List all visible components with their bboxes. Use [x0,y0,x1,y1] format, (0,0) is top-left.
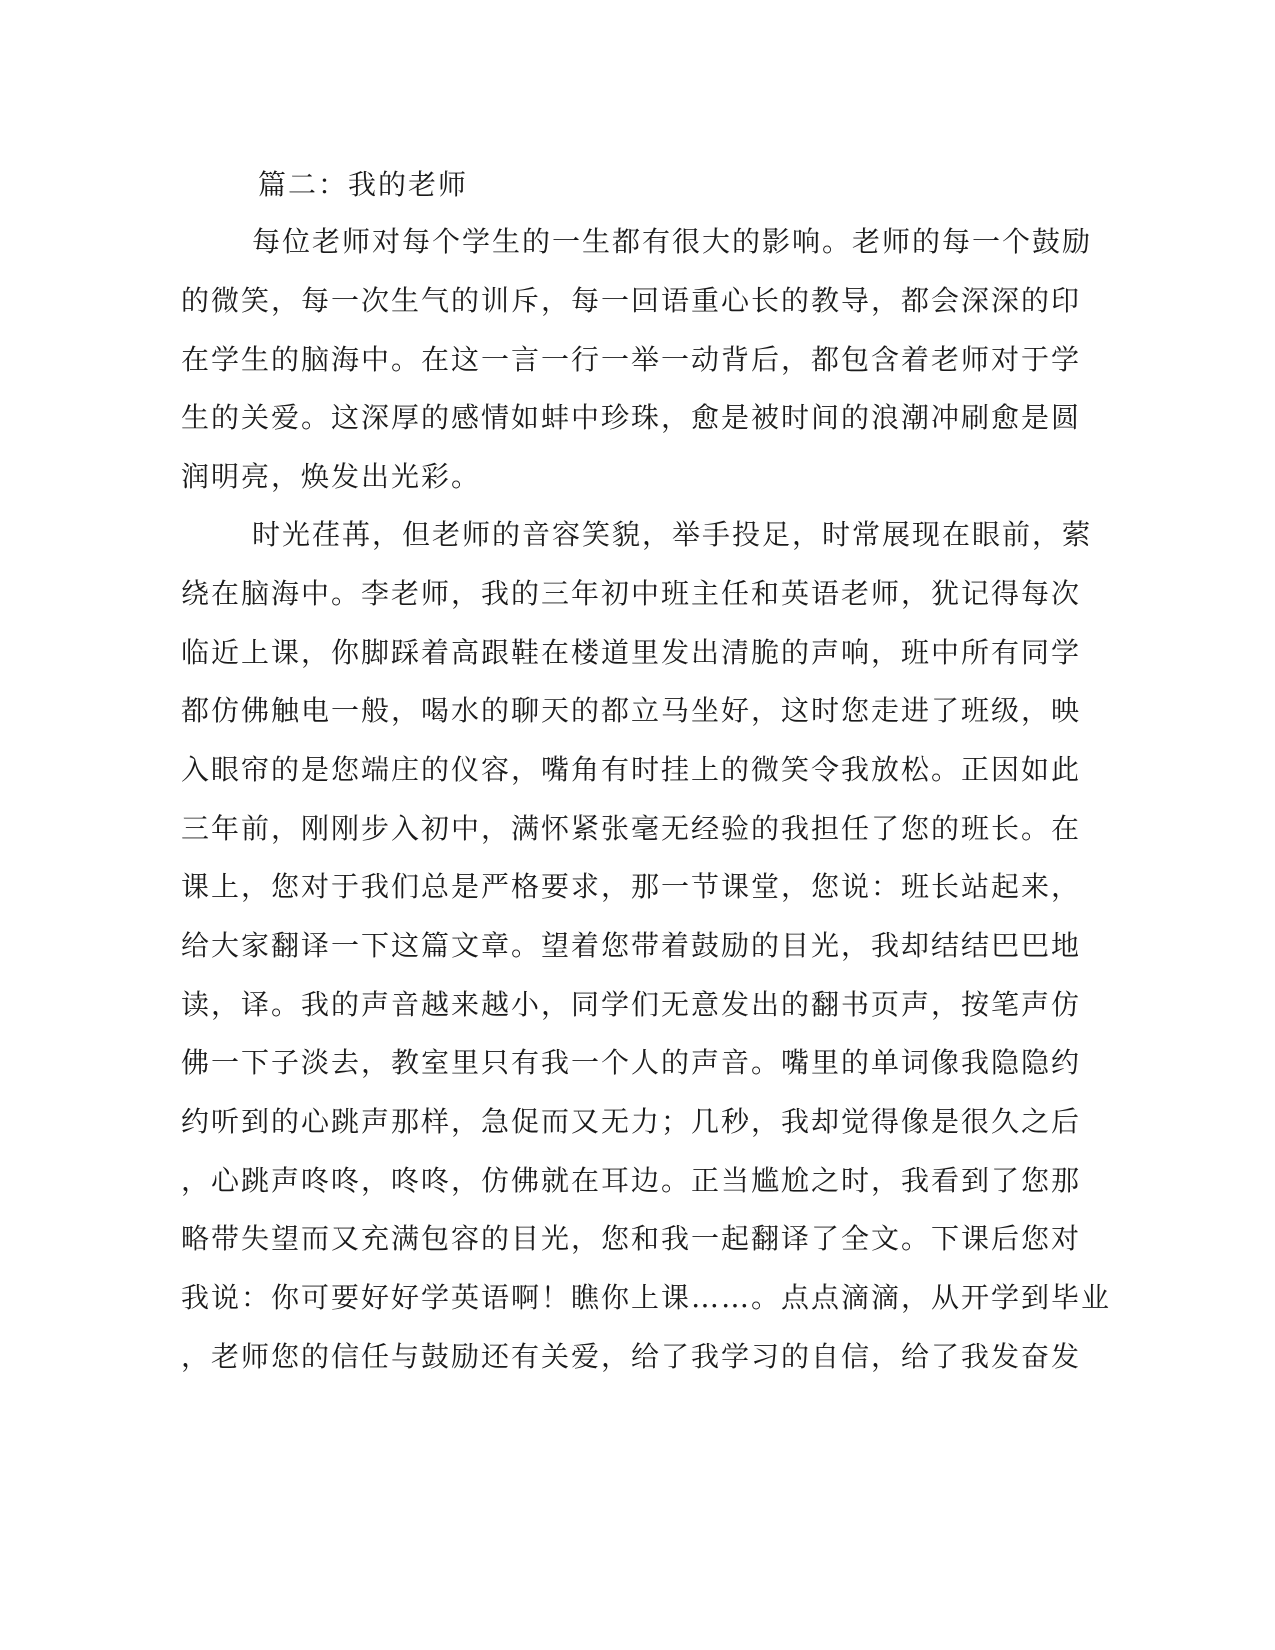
text-line: 佛一下子淡去，教室里只有我一个人的声音。嘴里的单词像我隐隐约 [181,1046,1082,1079]
text-line: 生的关爱。这深厚的感情如蚌中珍珠，愈是被时间的浪潮冲刷愈是圆 [181,401,1082,434]
text-line: 读，译。我的声音越来越小，同学们无意发出的翻书页声，按笔声仿 [181,988,1082,1021]
text-line: 给大家翻译一下这篇文章。望着您带着鼓励的目光，我却结结巴巴地 [181,929,1082,962]
text-line: 都仿佛触电一般，喝水的聊天的都立马坐好，这时您走进了班级，映 [181,694,1082,727]
text-line: ，老师您的信任与鼓励还有关爱，给了我学习的自信，给了我发奋发 [181,1340,1082,1373]
text-line: 每位老师对每个学生的一生都有很大的影响。老师的每一个鼓励 [252,225,1093,258]
text-line: 在学生的脑海中。在这一言一行一举一动背后，都包含着老师对于学 [181,343,1082,376]
section-heading: 篇二：我的老师 [258,168,469,201]
text-line: 我说：你可要好好学英语啊！瞧你上课……。点点滴滴，从开学到毕业 [181,1281,1112,1314]
text-line: 临近上课，你脚踩着高跟鞋在楼道里发出清脆的声响，班中所有同学 [181,636,1082,669]
text-line: 润明亮，焕发出光彩。 [181,460,482,493]
text-line: 时光荏苒，但老师的音容笑貌，举手投足，时常展现在眼前，萦 [252,518,1093,551]
text-line: 绕在脑海中。李老师，我的三年初中班主任和英语老师，犹记得每次 [181,577,1082,610]
text-line: 课上，您对于我们总是严格要求，那一节课堂，您说：班长站起来， [181,870,1082,903]
text-line: 约听到的心跳声那样，急促而又无力；几秒，我却觉得像是很久之后 [181,1105,1082,1138]
text-line: 入眼帘的是您端庄的仪容，嘴角有时挂上的微笑令我放松。正因如此 [181,753,1082,786]
text-line: ，心跳声咚咚，咚咚，仿佛就在耳边。正当尴尬之时，我看到了您那 [181,1164,1082,1197]
text-line: 的微笑，每一次生气的训斥，每一回语重心长的教导，都会深深的印 [181,284,1082,317]
text-line: 略带失望而又充满包容的目光，您和我一起翻译了全文。下课后您对 [181,1222,1082,1255]
text-line: 三年前，刚刚步入初中，满怀紧张毫无经验的我担任了您的班长。在 [181,812,1082,845]
